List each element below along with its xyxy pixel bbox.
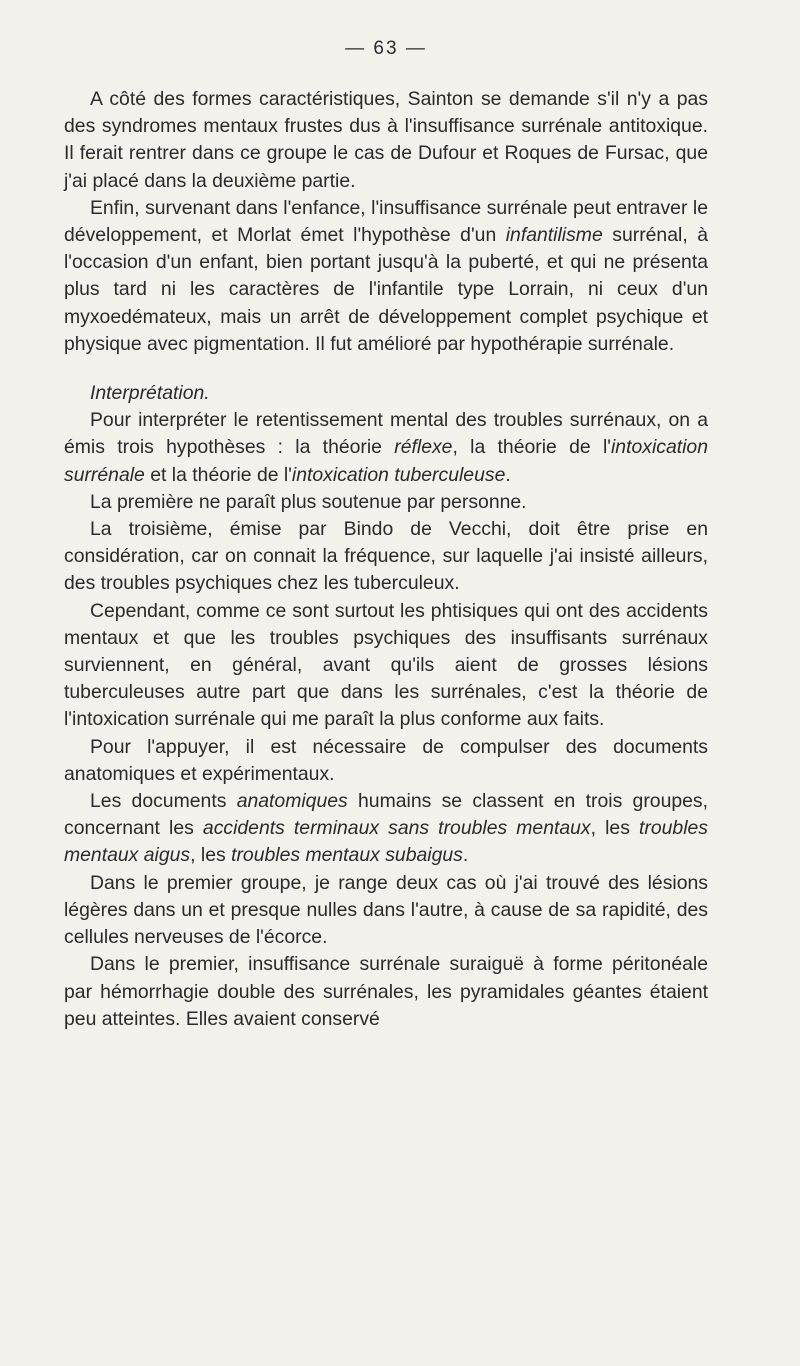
text-run: surrénal, à l'occasion d'un enfant, bien portant jusqu'à la puberté, et qui ne présenta plus tard ni les caractères de l'infantile type Lorrain, ni ceux d'un myxoedémateux, mais un arrêt de développement complet psychique et physique avec pigmentation. Il fut amélioré par hypothérapie surrénale.	[64, 224, 708, 355]
text-run: Les documents	[90, 790, 237, 813]
text-run: humains se classent en trois groupes, concernant les	[64, 790, 709, 840]
text-run: , les	[190, 844, 232, 867]
paragraph	[64, 951, 708, 1033]
paragraph	[64, 734, 708, 788]
section-heading: Interprétation.	[90, 382, 210, 405]
text-run: Enfin, survenant dans l'enfance, l'insuffisance surrénale peut entraver le développement, et Morlat émet l'hypothèse d'un	[64, 196, 708, 247]
paragraph	[64, 598, 708, 734]
italic-text: troubles mentaux aigus	[64, 817, 708, 867]
paragraph	[64, 788, 708, 870]
text-run: .	[505, 463, 511, 486]
text-run: .	[462, 844, 469, 867]
paragraph	[64, 195, 708, 358]
text-run: , la théorie de l'	[452, 436, 611, 459]
page-number: — 63 —	[345, 38, 427, 59]
italic-text: infantilisme	[505, 224, 603, 247]
text-run: Cependant, comme ce sont surtout les phtisiques qui ont des accidents mentaux et que les troubles psychiques des insuffisants surrénaux surviennent, en général, avant qu'ils aient de grosses lésions tuberculeuses autre part que dans les surrénales, c'est la théorie de l'intoxication surrénale qui me paraît la plus conforme aux faits.	[64, 599, 708, 731]
italic-text: intoxication tuberculeuse	[291, 463, 506, 486]
text-run: A côté des formes caractéristiques, Sainton se demande s'il n'y a pas des syndromes mentaux frustes dus à l'insuffisance surrénale antitoxique. Il ferait rentrer dans ce groupe le cas de Dufour et Roques de Fursac, que j'ai placé dans la deuxième partie.	[64, 88, 708, 192]
text-run: La première ne paraît plus soutenue par personne.	[90, 490, 527, 513]
italic-text: troubles mentaux subaigus	[231, 844, 463, 867]
paragraph	[64, 489, 708, 516]
paragraph	[64, 516, 708, 598]
paragraph	[64, 86, 708, 195]
text-run: Dans le premier groupe, je range deux cas où j'ai trouvé des lésions légères dans un et presque nulles dans l'autre, à cause de sa rapidité, des cellules nerveuses de l'écorce.	[64, 871, 708, 949]
text-run: , les	[590, 817, 639, 840]
text-run: Dans le premier, insuffisance surrénale suraiguë à forme péritonéale par hémorrhagie double des surrénales, les pyramidales géantes étaient peu atteintes. Elles avaient conservé	[64, 953, 708, 1030]
text-run: Pour l'appuyer, il est nécessaire de compulser des documents anatomiques et expérimentaux.	[64, 735, 708, 785]
italic-text: intoxication surrénale	[64, 436, 708, 486]
text-run: La troisième, émise par Bindo de Vecchi, doit être prise en considération, car on connait la fréquence, sur laquelle j'ai insisté ailleurs, des troubles psychiques chez les tuberculeux.	[64, 518, 708, 595]
paragraph	[64, 870, 708, 952]
italic-text: accidents terminaux sans troubles mentaux	[202, 817, 591, 840]
body-text	[64, 86, 708, 1033]
text-run: Pour interpréter le retentissement mental des troubles surrénaux, on a émis trois hypothèses : la théorie	[64, 409, 708, 459]
paragraph	[64, 407, 708, 489]
italic-text: réflexe	[394, 436, 453, 459]
italic-text: anatomiques	[236, 790, 348, 813]
text-run: et la théorie de l'	[144, 463, 292, 486]
